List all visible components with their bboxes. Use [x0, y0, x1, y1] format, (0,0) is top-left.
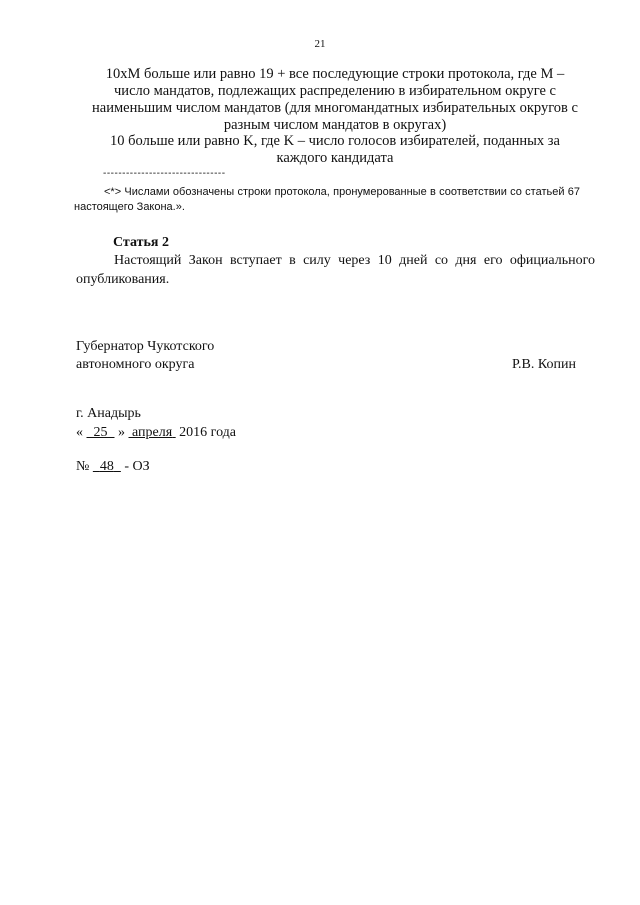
law-number-prefix: № [76, 459, 90, 474]
date-year: 2016 года [179, 425, 236, 440]
signatory-title-line1: Губернатор Чукотского [76, 339, 215, 354]
signatory-name: Р.В. Копин [512, 357, 576, 372]
date-month: апреля [132, 425, 173, 440]
page-number: 21 [314, 38, 326, 50]
law-number [76, 459, 150, 475]
date-close-quote: » [118, 425, 125, 440]
footnote-separator: -------------------------------- [103, 168, 226, 179]
footnote-text: <*> Числами обозначены строки протокола, пронумерованные в соответствии со статьей 67 настоящего Закона.». [74, 186, 580, 213]
signatory-title-line2: автономного округа [76, 357, 195, 372]
signing-date [76, 425, 236, 441]
date-day: 25 [93, 425, 108, 440]
threshold-formula-mandates: 10хМ больше или равно 19 + все последующие строки протокола, где M – число мандатов, подлежащих распределению в избирательном округе с наименьшим числом мандатов (для многомандатных избирательных округов с разным числом мандатов в округах) [92, 66, 578, 133]
date-open-quote: « [76, 425, 83, 440]
law-number-value: 48 [99, 459, 114, 474]
article-heading: Статья 2 [113, 235, 169, 250]
article-text: Настоящий Закон вступает в силу через 10 дней со дня его официального опубликования. [76, 253, 595, 287]
threshold-formula-votes: 10 больше или равно K, где K – число голосов избирателей, поданных за каждого кандидата [110, 133, 560, 166]
place-of-signing: г. Анадырь [76, 406, 141, 421]
law-number-suffix: - ОЗ [124, 459, 150, 474]
